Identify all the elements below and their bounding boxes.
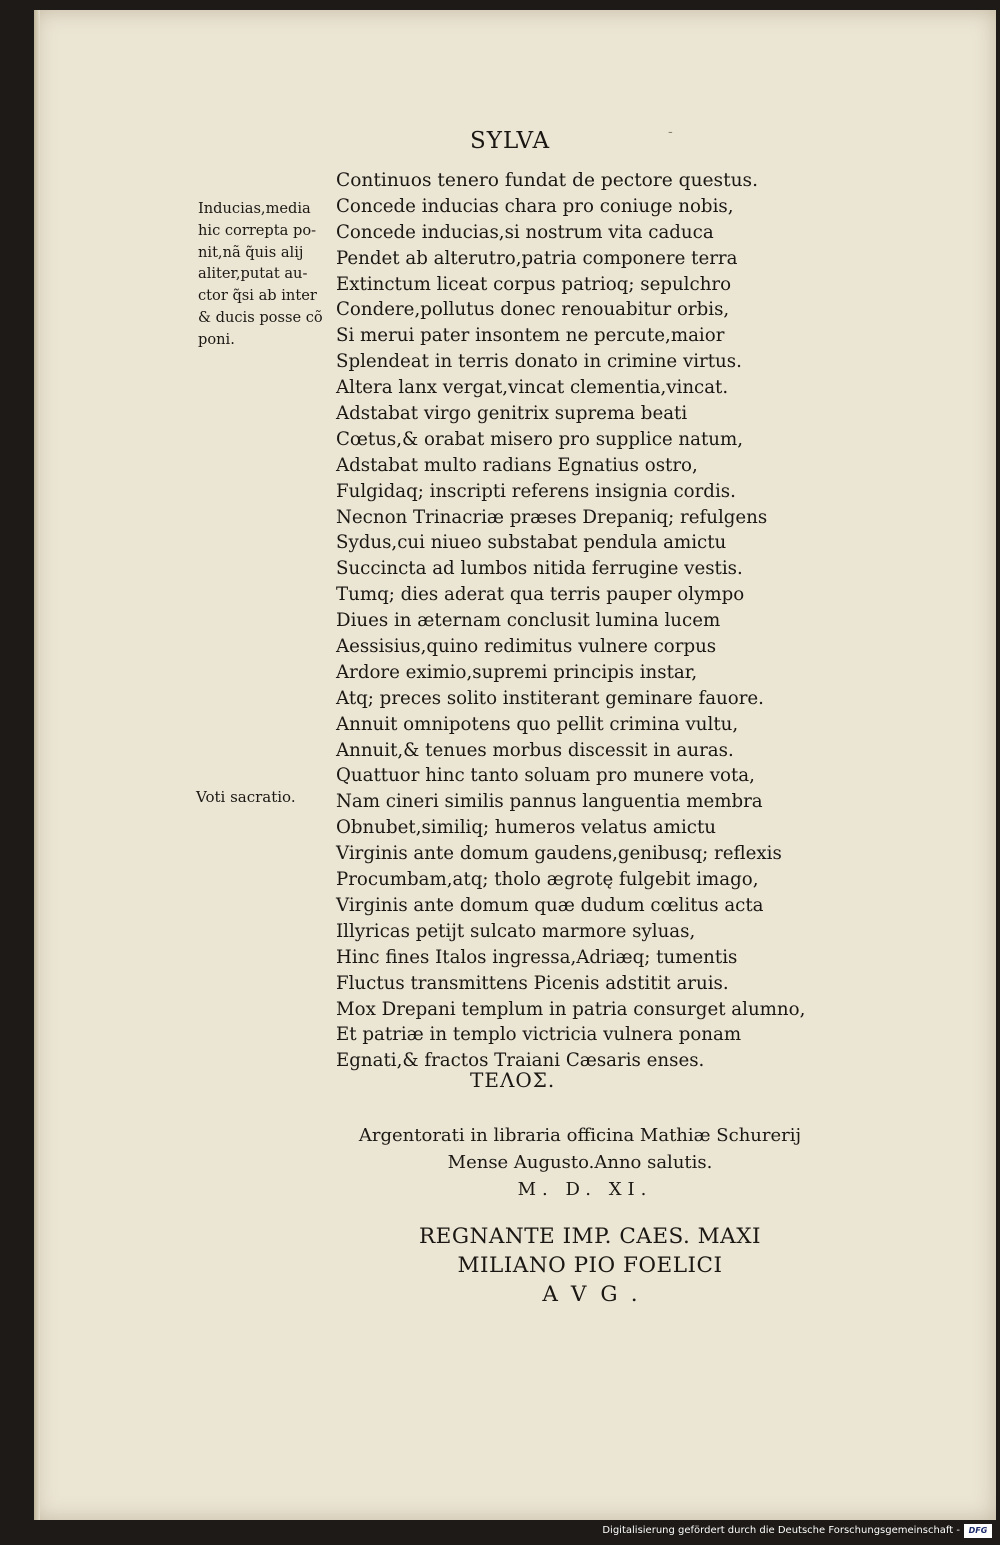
colophon-line: Argentorati in libraria officina Mathiæ Schurerij (358, 1125, 802, 1146)
colophon-line: Mense Augusto.Anno salutis. (447, 1152, 713, 1173)
marginal-line: hic correpta po- (198, 221, 317, 239)
verse-line: Si merui pater insontem ne percute,maior (336, 325, 725, 347)
page-mark: - (668, 124, 673, 140)
verse-line: Et patriæ in templo victricia vulnera ponam (336, 1024, 742, 1046)
verse-line: Obnubet,similiq; humeros velatus amictu (336, 817, 717, 839)
verse-line: Hinc fines Italos ingressa,Adriæq; tumentis (336, 946, 738, 968)
verse-line: Condere,pollutus donec renouabitur orbis, (336, 299, 730, 321)
verse-line: Extinctum liceat corpus patrioq; sepulchro (336, 273, 732, 295)
verse-line: Virginis ante domum gaudens,genibusq; reflexis (336, 843, 782, 865)
marginal-note (198, 198, 338, 351)
verse-line: Fulgidaq; inscripti referens insignia cordis. (336, 480, 736, 502)
regnante-line: MILIANO PIO FOELICI (457, 1253, 723, 1278)
page-gutter-edge (34, 10, 40, 1520)
colophon-year: M. D. XI. (517, 1179, 653, 1200)
colophon (300, 1122, 860, 1203)
digitization-credit: Digitalisierung gefördert durch die Deutsche Forschungsgemeinschaft - (602, 1525, 960, 1536)
finis-label: ΤΕΛΟΣ. (470, 1068, 556, 1092)
marginal-line: poni. (198, 330, 235, 348)
verse-line: Concede inducias,si nostrum vita caduca (336, 221, 714, 243)
verse-line: Necnon Trinacriæ præses Drepaniq; refulgens (336, 506, 768, 528)
verse-line: Virginis ante domum quæ dudum cœlitus acta (336, 894, 764, 916)
verse-line: Splendeat in terris donato in crimine virtus. (336, 351, 742, 373)
running-head: SYLVA (470, 128, 551, 154)
verse-line: Annuit,& tenues morbus discessit in auras. (336, 739, 734, 761)
verse-line: Atq; preces solito institerant geminare fauore. (336, 687, 764, 709)
verse-line: Annuit omnipotens quo pellit crimina vultu, (336, 713, 739, 735)
verse-line: Succincta ad lumbos nitida ferrugine vestis. (336, 558, 743, 580)
marginal-line: Inducias,media (198, 200, 311, 217)
verse-line: Ardore eximio,supremi principis instar, (336, 661, 698, 683)
verse-line: Mox Drepani templum in patria consurget alumno, (336, 998, 806, 1020)
verse-line: Illyricas petijt sulcato marmore syluas, (336, 920, 696, 942)
marginal-line: nit,nã q̃uis alij (198, 243, 304, 261)
verse-line: Pendet ab alterutro,patria componere terra (336, 247, 738, 269)
verse-line: Adstabat virgo genitrix suprema beati (336, 403, 688, 425)
verse-line: Egnati,& fractos Traiani Cæsaris enses. (336, 1050, 705, 1072)
verse-line: Continuos tenero fundat de pectore questus. (336, 170, 758, 191)
verse-line: Aessisius,quino redimitus vulnere corpus (336, 636, 717, 658)
marginal-note-voti: Voti sacratio. (196, 788, 296, 806)
verse-line: Altera lanx vergat,vincat clementia,vincat. (336, 377, 729, 399)
dfg-logo-icon: DFG (964, 1524, 992, 1538)
regnante-inscription (370, 1222, 810, 1309)
marginal-line: ctor q̃si ab inter (198, 287, 317, 305)
verse-line: Fluctus transmittens Picenis adstitit aruis. (336, 972, 729, 994)
regnante-line: REGNANTE IMP. CAES. MAXI (418, 1224, 761, 1249)
verse-line: Tumq; dies aderat qua terris pauper olympo (336, 584, 745, 606)
verse-line: Sydus,cui niueo substabat pendula amictu (336, 532, 727, 554)
verse-block (336, 168, 805, 1074)
marginal-line: & ducis posse cõ (198, 308, 323, 326)
verse-line: Diues in æternam conclusit lumina lucem (336, 610, 721, 632)
verse-line: Concede inducias chara pro coniuge nobis, (336, 195, 734, 217)
regnante-line: AVG. (542, 1282, 652, 1307)
verse-line: Procumbam,atq; tholo ægrotę fulgebit imago, (336, 869, 759, 891)
verse-line: Cœtus,& orabat misero pro supplice natum, (336, 428, 744, 450)
verse-line: Quattuor hinc tanto soluam pro munere vota, (336, 765, 755, 787)
verse-line: Adstabat multo radians Egnatius ostro, (336, 454, 698, 476)
verse-line: Nam cineri similis pannus languentia membra (336, 791, 763, 813)
marginal-line: aliter,putat au- (198, 265, 308, 283)
